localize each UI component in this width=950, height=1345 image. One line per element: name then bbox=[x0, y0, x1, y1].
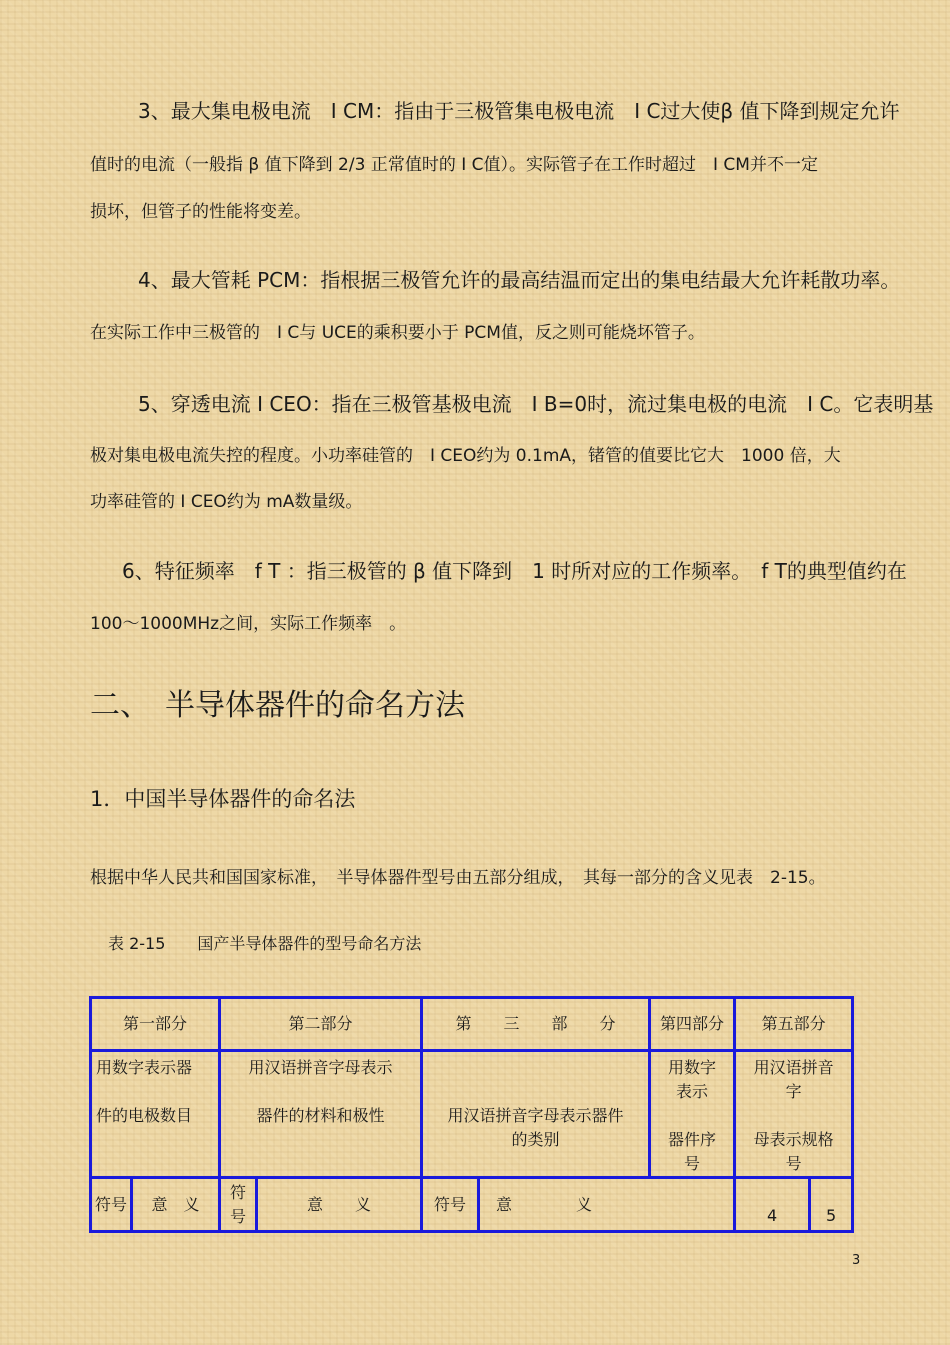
item-5-line1: 5、穿透电流 I CEO：指在三极管基极电流 I B=0时，流过集电极的电流 I C。它表明基 bbox=[138, 392, 934, 416]
item-5-line3: 功率硅管的 I CEO约为 mA数量级。 bbox=[90, 492, 363, 512]
desc-part5-d: 号 bbox=[785, 1154, 802, 1173]
sub-meaning-2: 意 义 bbox=[257, 1178, 422, 1232]
item-6-line1: 6、特征频率 f T ：指三极管的 β 值下降到 1 时所对应的工作频率。 f T的典型值约在 bbox=[122, 559, 907, 583]
header-part2: 第二部分 bbox=[220, 998, 422, 1051]
subsection-title: 1．中国半导体器件的命名法 bbox=[90, 787, 356, 811]
sub-symbol-1: 符号 bbox=[91, 1178, 132, 1232]
desc-part2-a: 用汉语拼音字母表示 bbox=[248, 1058, 393, 1077]
item-5-line2: 极对集电极电流失控的程度。小功率硅管的 I CEO约为 0.1mA，锗管的值要比它大 1000 倍，大 bbox=[90, 446, 841, 466]
header-part5: 第五部分 bbox=[735, 998, 853, 1051]
item-4-line1: 4、最大管耗 PCM：指根据三极管允许的最高结温而定出的集电结最大允许耗散功率。 bbox=[138, 268, 901, 292]
desc-part1 bbox=[91, 1051, 220, 1178]
desc-part5 bbox=[735, 1051, 853, 1178]
desc-part2-b: 器件的材料和极性 bbox=[256, 1106, 385, 1125]
sub-symbol-3: 符号 bbox=[422, 1178, 479, 1232]
table-caption: 表 2-15 国产半导体器件的型号命名方法 bbox=[108, 934, 422, 953]
desc-part4-a: 用数字 bbox=[668, 1058, 717, 1077]
desc-part1-b: 件的电极数目 bbox=[96, 1106, 193, 1125]
desc-part4 bbox=[650, 1051, 735, 1178]
desc-part3-b: 的类别 bbox=[511, 1130, 560, 1149]
item-4-line2: 在实际工作中三极管的 I C与 UCE的乘积要小于 PCM值，反之则可能烧坏管子。 bbox=[90, 323, 705, 343]
sub-symbol-2: 符号 bbox=[220, 1178, 257, 1232]
naming-table bbox=[89, 996, 854, 1233]
sub-meaning-3: 意 义 bbox=[479, 1178, 735, 1232]
desc-part5-a: 用汉语拼音 bbox=[753, 1058, 834, 1077]
desc-part4-c: 器件序 bbox=[668, 1130, 717, 1149]
desc-part3-a: 用汉语拼音字母表示器件 bbox=[447, 1106, 624, 1125]
intro-text: 根据中华人民共和国国家标准， 半导体器件型号由五部分组成， 其每一部分的含义见表 2-15。 bbox=[90, 868, 826, 888]
desc-part1-a: 用数字表示器 bbox=[96, 1058, 193, 1077]
desc-part5-b: 字 bbox=[785, 1082, 802, 1101]
item-3-line3: 损坏，但管子的性能将变差。 bbox=[90, 202, 311, 222]
item-6-line2: 100～1000MHz之间，实际工作频率 。 bbox=[90, 614, 407, 634]
desc-part2 bbox=[220, 1051, 422, 1178]
header-part1: 第一部分 bbox=[91, 998, 220, 1051]
desc-part4-d: 号 bbox=[684, 1154, 701, 1173]
desc-part4-b: 表示 bbox=[676, 1082, 709, 1101]
sub-meaning-1: 意 义 bbox=[132, 1178, 220, 1232]
section-title: 二、 半导体器件的命名方法 bbox=[90, 688, 465, 723]
sub-part5-number: 5 bbox=[810, 1178, 853, 1232]
header-part3: 第 三 部 分 bbox=[422, 998, 650, 1051]
desc-part3 bbox=[422, 1051, 650, 1178]
item-3-line1: 3、最大集电极电流 I CM：指由于三极管集电极电流 I C过大使β 值下降到规定允许 bbox=[138, 99, 900, 123]
desc-part5-c: 母表示规格 bbox=[753, 1130, 834, 1149]
item-3-line2: 值时的电流（一般指 β 值下降到 2/3 正常值时的 I C值）。实际管子在工作时超过 I CM并不一定 bbox=[90, 155, 818, 175]
sub-part4-number: 4 bbox=[735, 1178, 810, 1232]
header-part4: 第四部分 bbox=[650, 998, 735, 1051]
page-number: 3 bbox=[852, 1253, 861, 1268]
